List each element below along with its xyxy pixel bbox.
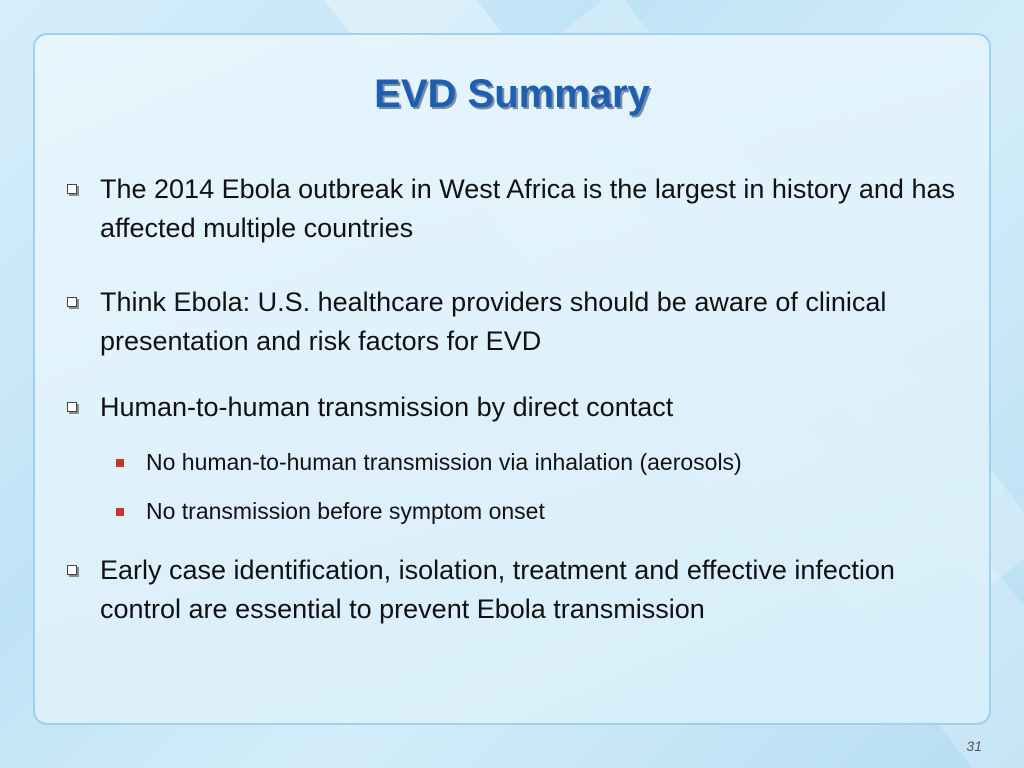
filled-square-bullet-icon: [116, 508, 124, 516]
sub-bullet-item: [60, 447, 970, 477]
bullet-list: [60, 170, 970, 629]
hollow-square-bullet-icon: [67, 565, 77, 575]
hollow-square-bullet-icon: [67, 184, 77, 194]
sub-bullet-text: No transmission before symptom onset: [146, 498, 545, 524]
bullet-text: Early case identification, isolation, treatment and effective infection control are essential to prevent Ebola transmission: [100, 555, 895, 624]
sub-bullet-text: No human-to-human transmission via inhalation (aerosols): [146, 449, 742, 475]
bullet-text: The 2014 Ebola outbreak in West Africa is the largest in history and has affected multiple countries: [100, 174, 955, 243]
hollow-square-bullet-icon: [67, 297, 77, 307]
bullet-text: Human-to-human transmission by direct contact: [100, 392, 674, 422]
bullet-item: [60, 388, 970, 427]
hollow-square-bullet-icon: [67, 402, 77, 412]
bullet-item: [60, 283, 970, 361]
page-number: 31: [966, 738, 982, 754]
sub-bullet-item: [60, 496, 970, 526]
slide-title: EVD Summary: [374, 72, 650, 116]
bullet-item: [60, 551, 970, 629]
bullet-text: Think Ebola: U.S. healthcare providers should be aware of clinical presentation and risk factors for EVD: [100, 287, 887, 356]
bullet-item: [60, 170, 970, 248]
filled-square-bullet-icon: [116, 459, 124, 467]
